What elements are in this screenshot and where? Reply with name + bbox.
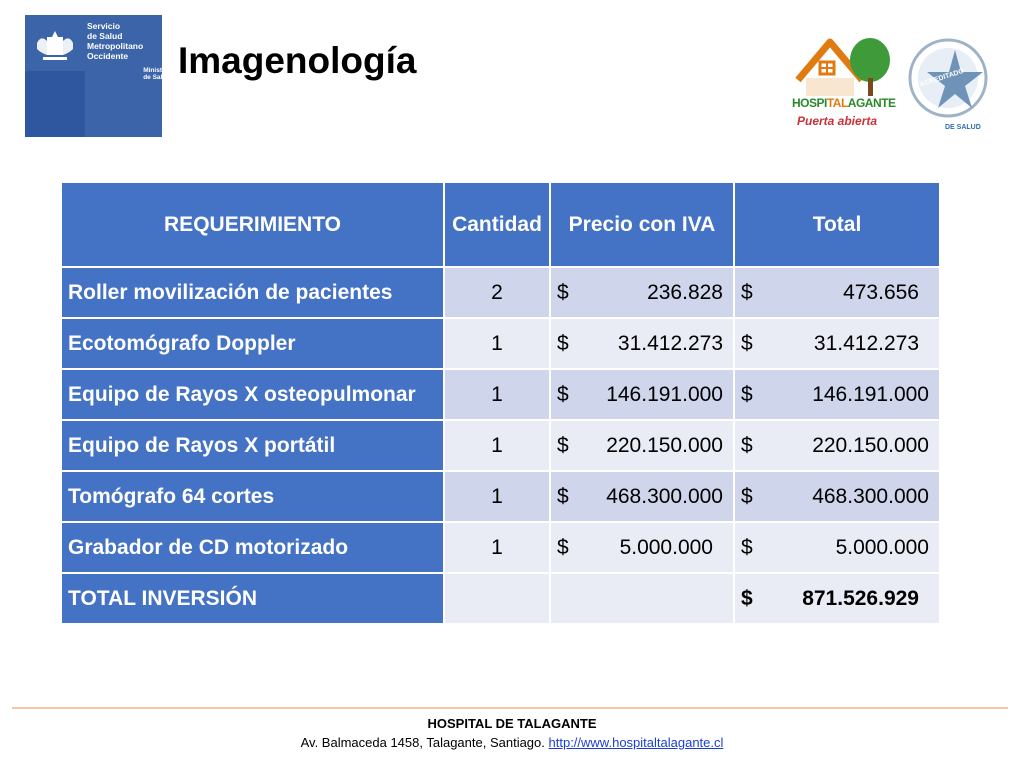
currency-symbol: $ [557, 484, 569, 508]
table-row [62, 523, 939, 572]
currency-symbol: $ [741, 484, 753, 508]
coat-of-arms-icon [33, 29, 77, 65]
currency-symbol: $ [741, 535, 753, 559]
row-total [735, 421, 939, 470]
row-item: Equipo de Rayos X portátil [62, 421, 443, 470]
table-row [62, 472, 939, 521]
gobierno-logo [25, 15, 216, 141]
logo-blue-stripe [25, 71, 85, 137]
footer-hospital-name: HOSPITAL DE TALAGANTE [427, 716, 597, 731]
row-total [735, 319, 939, 368]
requirements-table [60, 181, 941, 625]
accreditation-sub: DE SALUD [945, 124, 981, 131]
table-row [62, 421, 939, 470]
currency-symbol: $ [557, 280, 569, 304]
row-item: Equipo de Rayos X osteopulmonar [62, 370, 443, 419]
footer-website-link[interactable]: http://www.hospitaltalagante.cl [548, 735, 724, 750]
table-total-row [62, 574, 939, 623]
header-precio: Precio con IVA [551, 183, 733, 266]
total-empty-price [551, 574, 733, 623]
total-empty-qty [445, 574, 549, 623]
footer-divider [12, 707, 1008, 709]
row-qty: 2 [445, 268, 549, 317]
currency-symbol: $ [741, 382, 753, 406]
row-item: Ecotomógrafo Doppler [62, 319, 443, 368]
currency-symbol: $ [557, 433, 569, 457]
price-value: 31.412.273 [617, 331, 723, 355]
row-total [735, 268, 939, 317]
row-price [551, 472, 733, 521]
accreditation-label: ACREDITADO [918, 67, 965, 89]
price-value: 5.000.000 [619, 535, 713, 559]
row-qty: 1 [445, 319, 549, 368]
total-value: 473.656 [843, 280, 919, 304]
header-requerimiento: REQUERIMIENTO [62, 183, 443, 266]
hosp-name-tal: TAL [826, 96, 848, 110]
page-title: Imagenología [178, 40, 417, 81]
currency-symbol: $ [557, 331, 569, 355]
gov-logo-text [87, 21, 143, 143]
currency-symbol: $ [557, 382, 569, 406]
row-price [551, 370, 733, 419]
total-value: 468.300.000 [812, 484, 929, 508]
table-row [62, 319, 939, 368]
gov-line-2: de Salud [87, 31, 123, 41]
total-value: 146.191.000 [812, 382, 929, 406]
gov-line-1: Servicio [87, 21, 121, 31]
row-item: Tomógrafo 64 cortes [62, 472, 443, 521]
row-total [735, 370, 939, 419]
row-item: Grabador de CD motorizado [62, 523, 443, 572]
footer-address: Av. Balmaceda 1458, Talagante, Santiago. [300, 735, 545, 750]
table-row [62, 268, 939, 317]
currency-symbol: $ [741, 280, 753, 304]
row-price [551, 319, 733, 368]
accreditation-seal-icon [905, 36, 991, 134]
row-total [735, 472, 939, 521]
row-price [551, 523, 733, 572]
currency-symbol: $ [557, 535, 569, 559]
row-qty: 1 [445, 421, 549, 470]
row-item: Roller movilización de pacientes [62, 268, 443, 317]
currency-symbol: $ [741, 433, 753, 457]
row-total [735, 523, 939, 572]
gov-ministry: Ministerio de Salud [143, 67, 174, 81]
total-value: 220.150.000 [812, 433, 929, 457]
total-label: TOTAL INVERSIÓN [62, 574, 443, 623]
total-investment-value: 871.526.929 [802, 586, 919, 610]
header-total: Total [735, 183, 939, 266]
row-price [551, 421, 733, 470]
total-investment [735, 574, 939, 623]
price-value: 236.828 [647, 280, 723, 304]
hospital-logo-name [792, 96, 895, 110]
currency-symbol: $ [741, 331, 753, 355]
price-value: 220.150.000 [606, 433, 723, 457]
total-value: 5.000.000 [835, 535, 929, 559]
currency-symbol: $ [741, 586, 753, 610]
row-qty: 1 [445, 523, 549, 572]
row-qty: 1 [445, 472, 549, 521]
gov-line-4: Occidente [87, 51, 129, 61]
price-value: 468.300.000 [606, 484, 723, 508]
hosp-name-suffix: AGANTE [847, 96, 896, 110]
gov-government: Gobierno de Chile [181, 123, 216, 141]
table-row [62, 370, 939, 419]
hospital-logo-tagline: Puerta abierta [797, 114, 878, 128]
gov-line-3: Metropolitano [87, 41, 144, 51]
price-value: 146.191.000 [606, 382, 723, 406]
row-qty: 1 [445, 370, 549, 419]
total-value: 31.412.273 [813, 331, 919, 355]
row-price [551, 268, 733, 317]
header-cantidad: Cantidad [445, 183, 549, 266]
footer-address-line [0, 735, 1024, 750]
hosp-name-prefix: HOSPI [792, 96, 827, 110]
